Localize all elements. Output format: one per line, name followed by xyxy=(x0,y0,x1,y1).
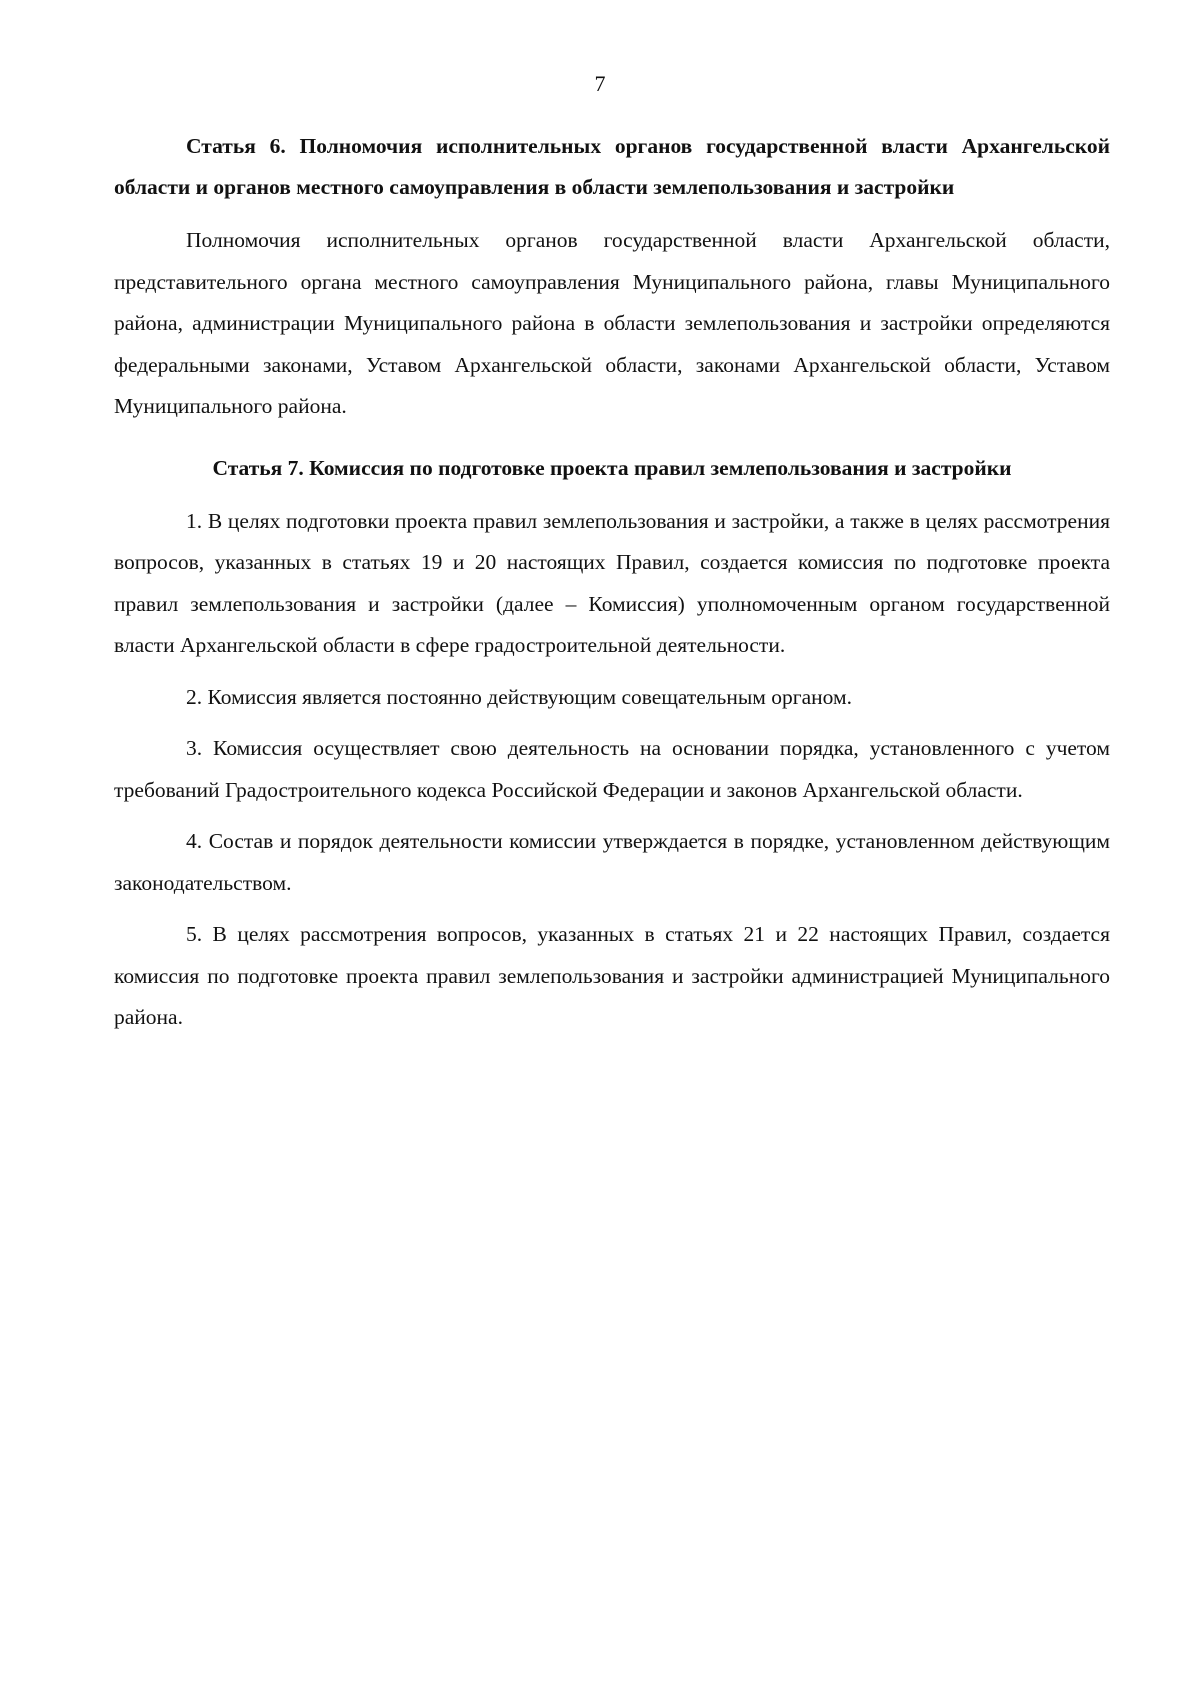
article-7-item-2: 2. Комиссия является постоянно действующим совещательным органом. xyxy=(186,684,852,709)
page-number: 7 xyxy=(594,71,606,96)
article-7-item-1: 1. В целях подготовки проекта правил землепользования и застройки, а также в целях рассмотрения вопросов, указанных в статьях 19 и 20 настоящих Правил, создается комиссия по подготовке проекта правил землепользования и застройки (далее – Комиссия) уполномоченным органом государственной власти Архангельской области в сфере градостроительной деятельности. xyxy=(114,508,1110,657)
article-7-item-5: 5. В целях рассмотрения вопросов, указанных в статьях 21 и 22 настоящих Правил, создается комиссия по подготовке проекта правил землепользования и застройки администрацией Муниципального района. xyxy=(114,922,1110,1029)
article-7-heading: Статья 7. Комиссия по подготовке проекта правил землепользования и застройки xyxy=(212,455,1012,480)
article-7-item-4: 4. Состав и порядок деятельности комиссии утверждается в порядке, установленном действующим законодательством. xyxy=(114,829,1110,895)
article-6-paragraph: Полномочия исполнительных органов государственной власти Архангельской области, представительного органа местного самоуправления Муниципального района, главы Муниципального района, администрации Муниципального района в области землепользования и застройки определяются федеральными законами, Уставом Архангельской области, законами Архангельской области, Уставом Муниципального района. xyxy=(114,228,1110,418)
article-6-heading: Статья 6. Полномочия исполнительных органов государственной власти Архангельской области и органов местного самоуправления в области землепользования и застройки xyxy=(114,134,1110,199)
document-body xyxy=(114,126,1110,1039)
article-7-item-3: 3. Комиссия осуществляет свою деятельность на основании порядка, установленного с учетом требований Градостроительного кодекса Российской Федерации и законов Архангельской области. xyxy=(114,736,1110,802)
